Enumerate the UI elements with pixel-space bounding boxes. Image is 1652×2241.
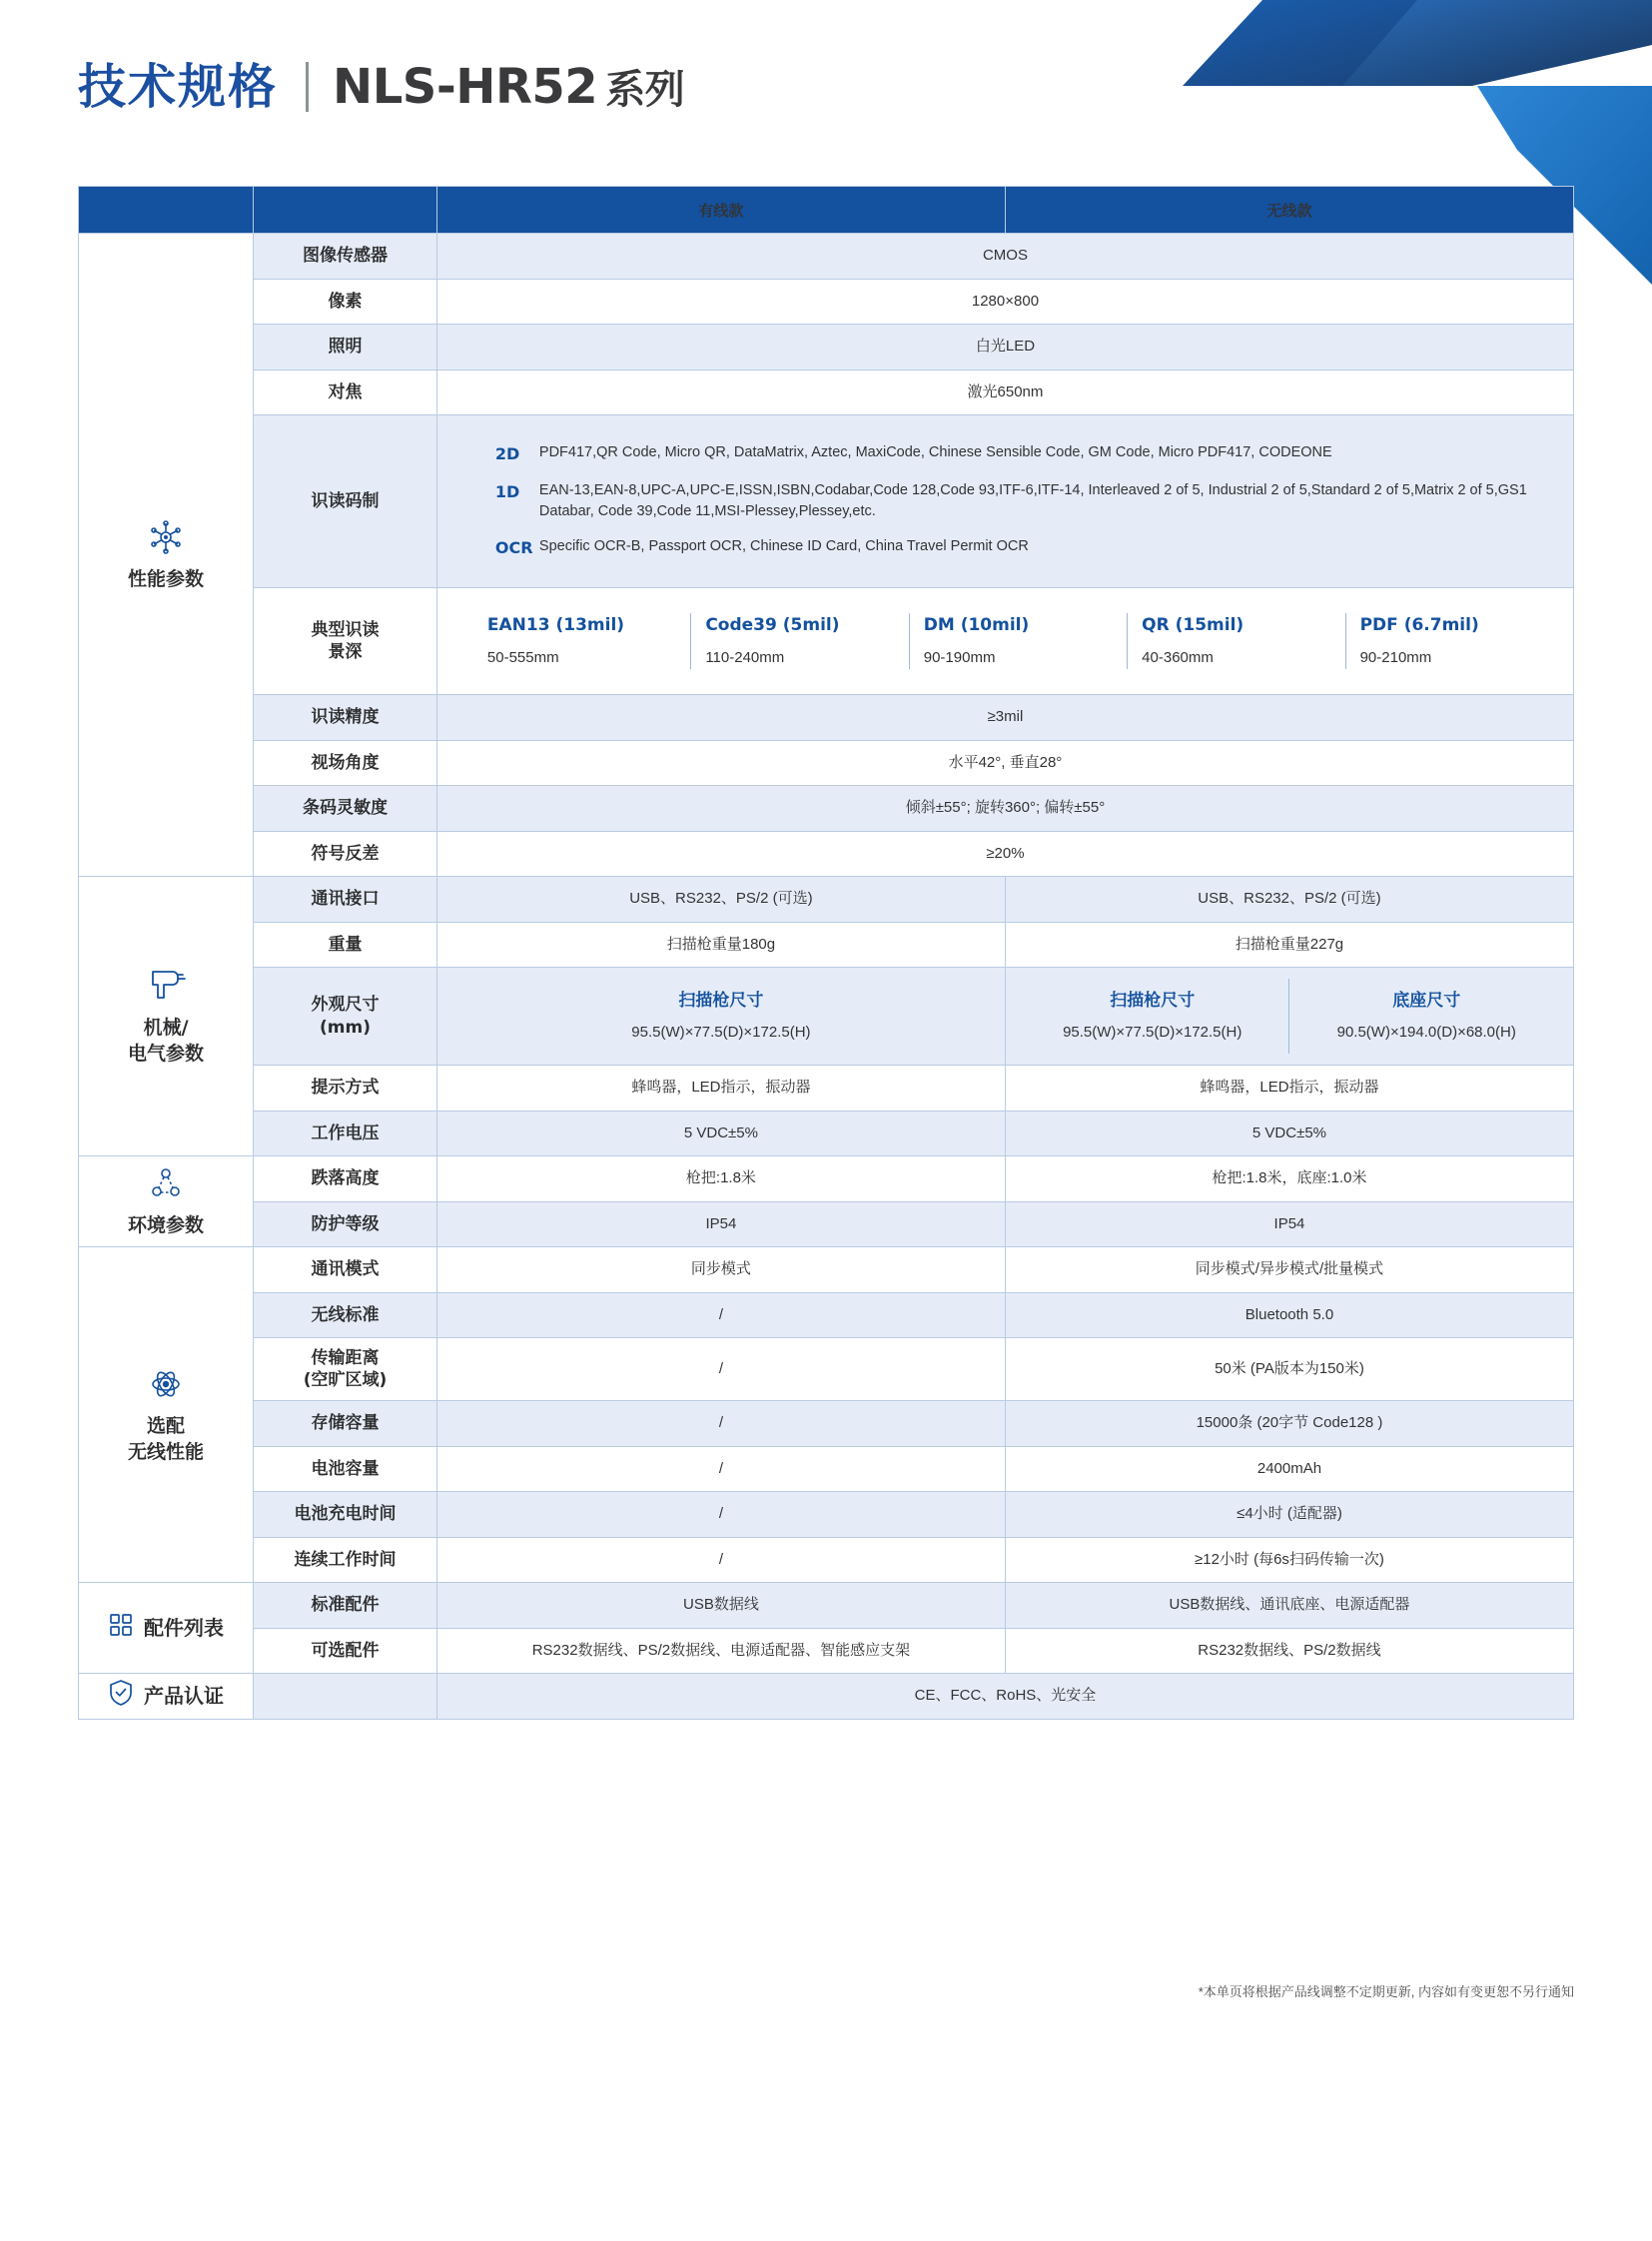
dimension-value: 90.5(W)×194.0(D)×68.0(H) (1336, 1023, 1516, 1041)
dof-value: 40-360mm (1142, 648, 1214, 666)
symbology-key: 2D (494, 444, 520, 463)
table-row (79, 922, 1574, 968)
group-cell-产品认证 (79, 1674, 254, 1720)
table-row (79, 1492, 1574, 1538)
group-label: 配件列表 (144, 1615, 225, 1640)
row-item-label: 条码灵敏度 (254, 786, 437, 832)
row-item-label: 防护等级 (254, 1201, 437, 1247)
symbology-key: 1D (494, 482, 520, 501)
title-divider (306, 62, 309, 112)
row-value-wireless: IP54 (1005, 1201, 1573, 1247)
table-row (79, 877, 1574, 923)
row-value-wireless: 枪把:1.8米，底座:1.0米 (1005, 1156, 1573, 1202)
dimension-block (1016, 979, 1289, 1054)
row-value-wired: / (436, 1292, 1005, 1338)
row-value-wireless: 扫描枪重量227g (1005, 922, 1573, 968)
dof-entry (690, 613, 908, 669)
row-item-label (254, 1674, 437, 1720)
accessories-icon (108, 1612, 134, 1645)
row-value-wired: 同步模式 (436, 1247, 1005, 1293)
table-row (79, 1156, 1574, 1202)
row-value-wireless: 蜂鸣器，LED指示，振动器 (1005, 1066, 1573, 1112)
table-row (79, 1401, 1574, 1447)
row-value-wired: RS232数据线、PS/2数据线、电源适配器、智能感应支架 (436, 1628, 1005, 1674)
table-row (79, 370, 1574, 415)
row-value-wired: / (436, 1492, 1005, 1538)
environment-icon (79, 1163, 253, 1203)
table-row (79, 1674, 1574, 1720)
table-row (79, 1066, 1574, 1112)
dimension-title: 扫描枪尺寸 (1110, 991, 1196, 1012)
dof-entry (1345, 613, 1563, 669)
specification-table (78, 186, 1574, 1720)
page-header (78, 59, 685, 115)
row-item-label: 通讯接口 (254, 877, 437, 923)
group-label: 性能参数 (128, 567, 205, 590)
row-item-label: 连续工作时间 (254, 1537, 437, 1583)
header-group-blank (79, 187, 254, 234)
table-header (79, 187, 1574, 234)
table-row (79, 234, 1574, 280)
table-row (79, 588, 1574, 695)
row-item-label: 外观尺寸 (mm) (254, 968, 437, 1066)
row-item-label: 像素 (254, 279, 437, 325)
table-row (79, 786, 1574, 832)
dimension-value: 95.5(W)×77.5(D)×172.5(H) (1063, 1023, 1242, 1041)
symbology-text: EAN-13,EAN-8,UPC-A,UPC-E,ISSN,ISBN,Codabar,Code 128,Code 93,ITF-6,ITF-14, Interleaved 2 of 5, Industrial 2 of 5,Standard 2 of 5,Matrix 2 of 5,GS1 Databar, Code 39,Code 11,MSI-Plessey,Plessey,etc. (538, 482, 1527, 520)
table-row (79, 1537, 1574, 1583)
dimension-title: 扫描枪尺寸 (678, 991, 764, 1012)
dof-entry (909, 613, 1127, 669)
group-label: 选配 无线性能 (128, 1414, 205, 1463)
row-value-wireless: ≥12小时 (每6s扫码传输一次) (1005, 1537, 1573, 1583)
dimension-cell-wired (436, 968, 1005, 1066)
row-item-label: 识读码制 (254, 415, 437, 588)
row-value-shared: ≥3mil (436, 695, 1573, 741)
table-row (79, 831, 1574, 877)
group-label: 机械/ 电气参数 (128, 1016, 205, 1065)
symbology-cell (436, 415, 1573, 588)
row-item-label: 传输距离 (空旷区域) (254, 1338, 437, 1401)
row-value-wireless: USB数据线、通讯底座、电源适配器 (1005, 1583, 1573, 1629)
table-row (79, 1338, 1574, 1401)
row-value-wired: USB、RS232、PS/2 (可选) (436, 877, 1005, 923)
row-item-label: 无线标准 (254, 1292, 437, 1338)
row-item-label: 可选配件 (254, 1628, 437, 1674)
group-cell-选配无线性能 (79, 1247, 254, 1583)
row-value-wired: IP54 (436, 1201, 1005, 1247)
row-value-shared: 水平42°, 垂直28° (436, 740, 1573, 786)
row-item-label: 对焦 (254, 370, 437, 415)
symbology-text: PDF417,QR Code, Micro QR, DataMatrix, Aztec, MaxiCode, Chinese Sensible Code, GM Code, Micro PDF417, CODEONE (538, 444, 1332, 460)
dimension-block (447, 979, 995, 1054)
dof-name: PDF (6.7mil) (1359, 615, 1479, 636)
table-row (79, 1111, 1574, 1156)
table-row (79, 279, 1574, 325)
model-suffix: 系列 (605, 67, 685, 113)
row-item-label: 照明 (254, 325, 437, 371)
group-cell-性能参数 (79, 234, 254, 877)
row-value-wired: 枪把:1.8米 (436, 1156, 1005, 1202)
table-row (79, 415, 1574, 588)
dof-value: 90-210mm (1359, 648, 1432, 666)
table-row (79, 740, 1574, 786)
wireless-icon (79, 1364, 253, 1404)
dof-name: Code39 (5mil) (705, 615, 840, 636)
row-value-shared: CE、FCC、RoHS、光安全 (436, 1674, 1573, 1720)
row-item-label: 电池容量 (254, 1446, 437, 1492)
group-label: 产品认证 (144, 1683, 225, 1708)
footnote: *本单页将根据产品线调整不定期更新, 内容如有变更恕不另行通知 (1198, 1984, 1574, 1999)
row-item-label: 符号反差 (254, 831, 437, 877)
model-number: NLS-HR52 (333, 59, 598, 115)
row-value-shared: ≥20% (436, 831, 1573, 877)
performance-icon (79, 517, 253, 557)
dof-name: DM (10mil) (923, 615, 1030, 636)
page-title-model (333, 59, 685, 115)
dimension-value: 95.5(W)×77.5(D)×172.5(H) (631, 1023, 811, 1041)
row-value-wired: 5 VDC±5% (436, 1111, 1005, 1156)
table-row (79, 1628, 1574, 1674)
row-item-label: 视场角度 (254, 740, 437, 786)
row-value-wireless: RS232数据线、PS/2数据线 (1005, 1628, 1573, 1674)
row-value-wired: / (436, 1401, 1005, 1447)
dof-name: EAN13 (13mil) (486, 615, 625, 636)
row-value-wireless: USB、RS232、PS/2 (可选) (1005, 877, 1573, 923)
header-wireless: 无线款 (1005, 187, 1573, 234)
row-value-wireless: 5 VDC±5% (1005, 1111, 1573, 1156)
row-item-label: 通讯模式 (254, 1247, 437, 1293)
table-row (79, 1583, 1574, 1629)
table-row (79, 695, 1574, 741)
table-row (79, 325, 1574, 371)
table-row (79, 1446, 1574, 1492)
row-value-wireless: Bluetooth 5.0 (1005, 1292, 1573, 1338)
row-value-wired: / (436, 1446, 1005, 1492)
table-row (79, 1201, 1574, 1247)
table-header-row (79, 187, 1574, 234)
row-value-wired: 蜂鸣器，LED指示，振动器 (436, 1066, 1005, 1112)
row-value-shared: CMOS (436, 234, 1573, 280)
row-value-shared: 激光650nm (436, 370, 1573, 415)
row-item-label: 跌落高度 (254, 1156, 437, 1202)
row-value-wired: USB数据线 (436, 1583, 1005, 1629)
row-item-label: 重量 (254, 922, 437, 968)
header-wired: 有线款 (436, 187, 1005, 234)
row-value-wireless: ≤4小时 (适配器) (1005, 1492, 1573, 1538)
row-item-label: 识读精度 (254, 695, 437, 741)
group-cell-机械/电气参数 (79, 877, 254, 1156)
dof-value: 50-555mm (486, 648, 559, 666)
row-value-wireless: 50米 (PA版本为150米) (1005, 1338, 1573, 1401)
header-item-blank (254, 187, 437, 234)
dof-entry (447, 613, 690, 669)
dof-name: QR (15mil) (1142, 615, 1244, 636)
symbology-row (447, 442, 1557, 466)
row-value-shared: 1280×800 (436, 279, 1573, 325)
row-item-label: 电池充电时间 (254, 1492, 437, 1538)
group-cell-配件列表 (79, 1583, 254, 1674)
symbology-key: OCR (494, 538, 533, 558)
dof-value: 90-190mm (923, 648, 996, 666)
table-row (79, 1292, 1574, 1338)
row-value-wireless: 2400mAh (1005, 1446, 1573, 1492)
dimension-title: 底座尺寸 (1392, 991, 1461, 1012)
table-row (79, 968, 1574, 1066)
dimension-cell-wireless (1005, 968, 1573, 1066)
row-value-wireless: 15000条 (20字节 Code128 ) (1005, 1401, 1573, 1447)
row-item-label: 标准配件 (254, 1583, 437, 1629)
table-body (79, 234, 1574, 1720)
row-value-wireless: 同步模式/异步模式/批量模式 (1005, 1247, 1573, 1293)
row-item-label: 存储容量 (254, 1401, 437, 1447)
scanner-icon (79, 966, 253, 1006)
table-row (79, 1247, 1574, 1293)
row-value-wired: / (436, 1338, 1005, 1401)
group-label: 环境参数 (128, 1214, 205, 1237)
row-value-shared: 倾斜±55°; 旋转360°; 偏转±55° (436, 786, 1573, 832)
row-item-label: 提示方式 (254, 1066, 437, 1112)
certification-icon (108, 1679, 134, 1714)
row-value-shared: 白光LED (436, 325, 1573, 371)
dof-value: 110-240mm (705, 648, 785, 666)
row-item-label: 典型识读 景深 (254, 588, 437, 695)
symbology-row (447, 536, 1557, 560)
row-item-label: 图像传感器 (254, 234, 437, 280)
group-cell-环境参数 (79, 1156, 254, 1247)
row-item-label: 工作电压 (254, 1111, 437, 1156)
dimension-block (1288, 979, 1563, 1054)
depth-of-field-cell (436, 588, 1573, 695)
dof-entry (1127, 613, 1344, 669)
row-value-wired: / (436, 1537, 1005, 1583)
symbology-text: Specific OCR-B, Passport OCR, Chinese ID Card, China Travel Permit OCR (538, 538, 1029, 555)
row-value-wired: 扫描枪重量180g (436, 922, 1005, 968)
symbology-row (447, 480, 1557, 522)
page-title-cn: 技术规格 (78, 59, 279, 115)
